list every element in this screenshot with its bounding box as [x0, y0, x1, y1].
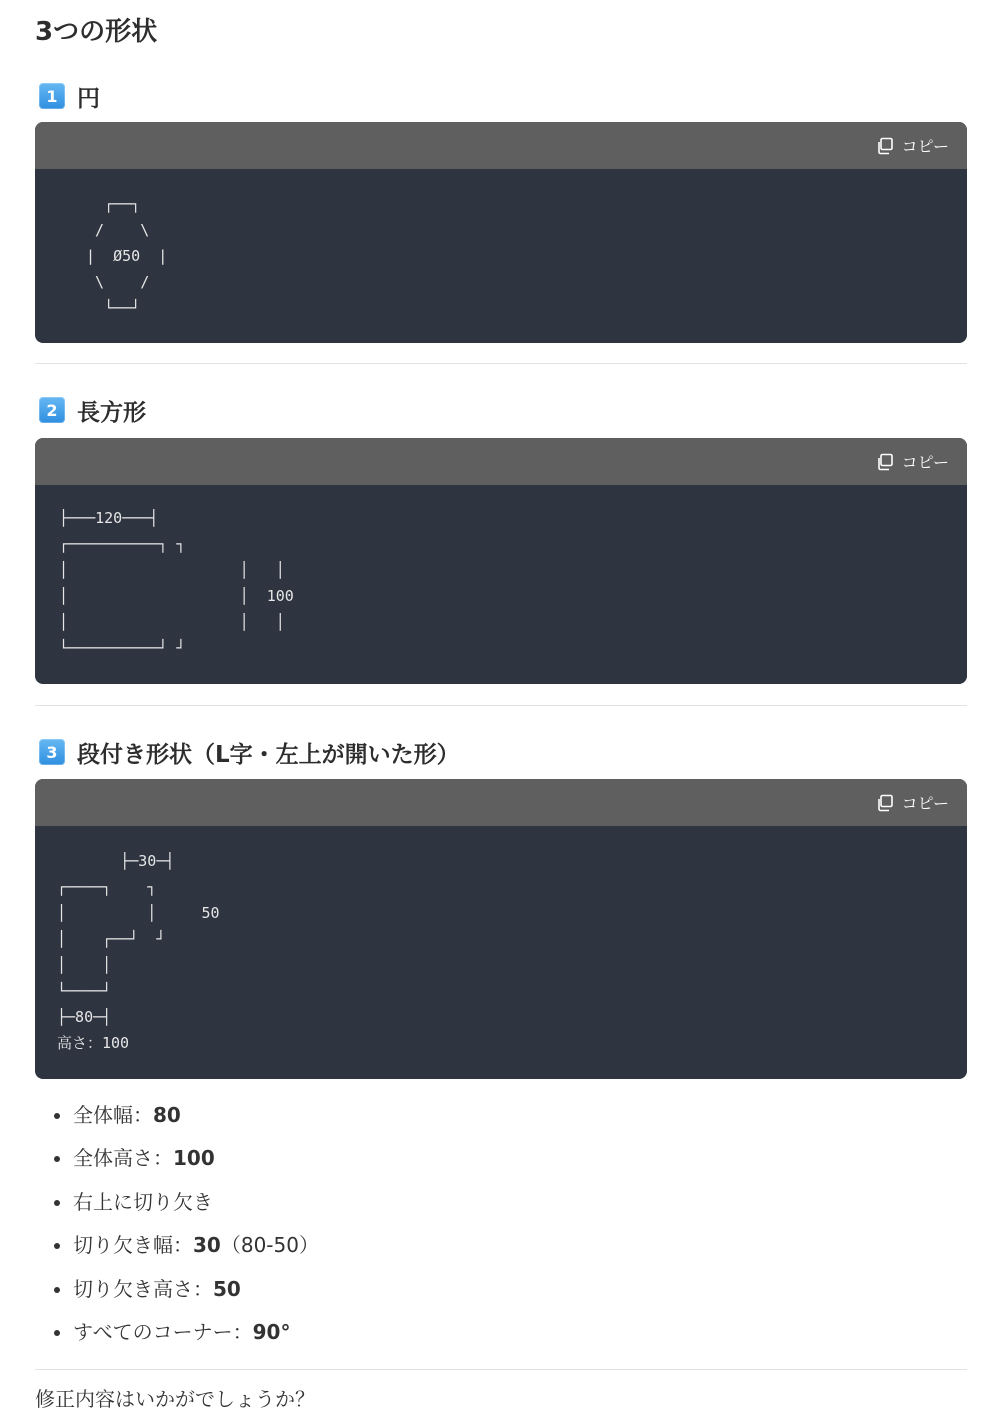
copy-icon: [876, 794, 894, 812]
section-title: 円: [77, 85, 100, 112]
list-item: • 右上に切り欠き: [73, 1181, 319, 1224]
code-block-stepped-shape: [35, 779, 967, 1079]
copy-button[interactable]: [876, 438, 949, 485]
divider: [35, 1369, 967, 1370]
copy-icon: [876, 453, 894, 471]
list-item: • 切り欠き高さ：50: [73, 1268, 319, 1311]
ascii-diagram-circle: ┌──┐ / \ | Ø50 | \ / └──┘: [86, 195, 168, 317]
list-item: • 全体高さ：100: [73, 1137, 319, 1180]
page-title: 3つの形状: [35, 17, 158, 47]
number-3-badge-icon: 3: [39, 739, 65, 765]
list-item: • 切り欠き幅：30（80-50）: [73, 1224, 319, 1267]
divider: [35, 705, 967, 706]
code-block-header: [35, 122, 967, 169]
list-item: • 全体幅：80: [73, 1094, 319, 1137]
copy-button[interactable]: [876, 122, 949, 169]
spec-list: [35, 1094, 319, 1354]
copy-label: コピー: [901, 453, 949, 472]
section-heading-3: [39, 737, 460, 767]
copy-button[interactable]: [876, 779, 949, 826]
section-heading-2: [39, 395, 146, 425]
number-1-badge-icon: 1: [39, 83, 65, 109]
closing-question: 修正内容はいかがでしょうか？: [35, 1387, 315, 1411]
section-heading-1: [39, 81, 100, 111]
ascii-diagram-rectangle: ├───120───┤ ┌──────────┐ ┐ │ │ │ │ │ 100 │ │ │ └──────────┘ ┘: [59, 509, 294, 657]
section-title: 長方形: [77, 399, 146, 426]
copy-icon: [876, 137, 894, 155]
number-2-badge-icon: 2: [39, 397, 65, 423]
divider: [35, 363, 967, 364]
ascii-diagram-stepped-shape: ├─30─┤ ┌────┐ ┐ │ │ 50 │ ┌──┘ ┘ │ │ └────┘ ├─80─┤ 高さ：100: [57, 852, 220, 1052]
code-block-header: [35, 438, 967, 485]
code-block-circle: [35, 122, 967, 343]
section-title: 段付き形状（L字・左上が開いた形）: [77, 741, 460, 768]
copy-label: コピー: [901, 794, 949, 813]
code-block-header: [35, 779, 967, 826]
copy-label: コピー: [901, 137, 949, 156]
code-block-rectangle: [35, 438, 967, 684]
list-item: • すべてのコーナー：90°: [73, 1311, 319, 1354]
